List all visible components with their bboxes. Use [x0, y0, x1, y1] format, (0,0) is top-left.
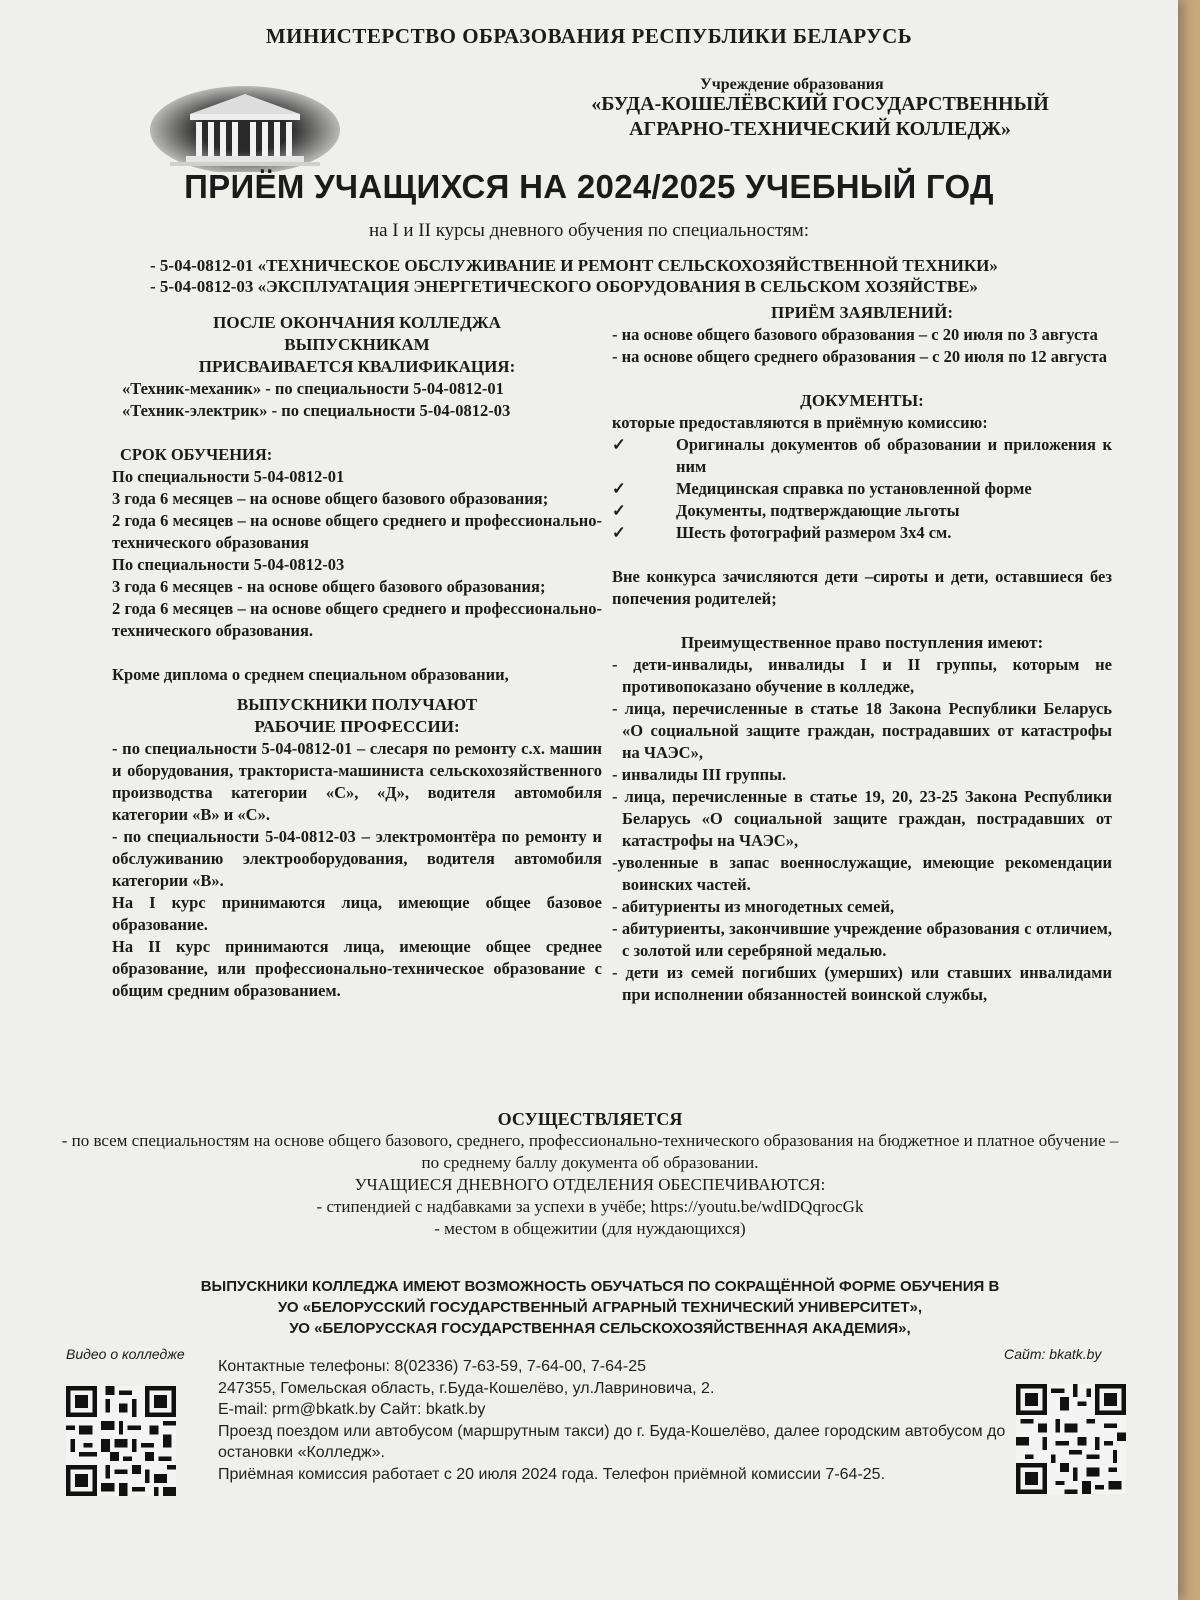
specialty-line: - 5-04-0812-03 «ЭКСПЛУАТАЦИЯ ЭНЕРГЕТИЧЕСКОГО ОБОРУДОВАНИЯ В СЕЛЬСКОМ ХОЗЯЙСТВЕ»: [150, 277, 978, 296]
institution-name-line: АГРАРНО-ТЕХНИЧЕСКИЙ КОЛЛЕДЖ»: [629, 118, 1011, 140]
study-term-item: 2 года 6 месяцев – на основе общего среднего и профессионально-технического образования.: [112, 599, 602, 640]
study-term-specialty: По специальности 5-04-0812-01: [112, 467, 345, 486]
document-item: ✓ Документы, подтверждающие льготы: [612, 501, 960, 520]
left-column: [112, 312, 602, 1002]
commission-hours: Приёмная комиссия работает с 20 июля 2024 года. Телефон приёмной комиссии 7-64-25.: [218, 1465, 886, 1483]
graduates-line: УО «БЕЛОРУССКАЯ ГОСУДАРСТВЕННАЯ СЕЛЬСКОХОЗЯЙСТВЕННАЯ АКАДЕМИЯ»,: [289, 1320, 911, 1337]
specialty-line: - 5-04-0812-01 «ТЕХНИЧЕСКОЕ ОБСЛУЖИВАНИЕ И РЕМОНТ СЕЛЬСКОХОЗЯЙСТВЕННОЙ ТЕХНИКИ»: [150, 256, 998, 275]
study-term-item: 3 года 6 месяцев - на основе общего базового образования;: [112, 577, 546, 596]
qualification-item: «Техник-механик» - по специальности 5-04-0812-01: [122, 379, 504, 398]
study-term-item: 3 года 6 месяцев – на основе общего базового образования;: [112, 489, 549, 508]
scholarship-line: - стипендией с надбавками за успехи в учёбе; https://youtu.be/wdIDQqrocGk: [316, 1197, 864, 1216]
contacts-block: [218, 1356, 1018, 1485]
graduates-line: УО «БЕЛОРУССКИЙ ГОСУДАРСТВЕННЫЙ АГРАРНЫЙ ТЕХНИЧЕСКИЙ УНИВЕРСИТЕТ»,: [277, 1299, 923, 1316]
course-note: На II курс принимаются лица, имеющие общее среднее образование, или профессионально-техническое образование с общим средним образованием.: [112, 937, 602, 1000]
diploma-note: Кроме диплома о среднем специальном образовании,: [112, 665, 509, 684]
site-label: Сайт: bkatk.by: [1004, 1346, 1102, 1362]
professions-heading: ВЫПУСКНИКИ ПОЛУЧАЮТ: [236, 695, 478, 714]
right-column: [612, 302, 1112, 1006]
priority-item: - лица, перечисленные в статье 19, 20, 23-25 Закона Республики Беларусь «О социальной защите граждан, пострадавших от катастрофы на ЧАЭС»,: [612, 787, 1112, 850]
orphans-note: Вне конкурса зачисляются дети –сироты и дети, оставшиеся без попечения родителей;: [612, 567, 1112, 608]
applications-item: - на основе общего среднего образования – с 20 июля по 12 августа: [612, 347, 1107, 366]
profession-item: - по специальности 5-04-0812-03 – электромонтёра по ремонту и обслуживанию электрооборудования, водителя автомобиля категории «В».: [112, 827, 602, 890]
dormitory-line: - местом в общежитии (для нуждающихся): [434, 1219, 746, 1238]
study-term-specialty: По специальности 5-04-0812-03: [112, 555, 345, 574]
qualification-heading: ВЫПУСКНИКАМ: [284, 335, 430, 354]
documents-heading: ДОКУМЕНТЫ:: [800, 391, 924, 410]
college-building-icon: [150, 84, 340, 172]
checkmark-icon: ✓: [612, 501, 626, 520]
priority-item: - абитуриенты, закончившие учреждение образования с отличием, с золотой или серебряной медалью.: [612, 919, 1112, 960]
video-label: Видео о колледже: [66, 1346, 185, 1362]
priority-item: - инвалиды III группы.: [612, 765, 787, 784]
priority-item: - дети-инвалиды, инвалиды I и II группы, которым не противопоказано обучение в колледже,: [612, 655, 1112, 696]
study-term-item: 2 года 6 месяцев – на основе общего среднего и профессионально-технического образования: [112, 511, 602, 552]
graduates-line: ВЫПУСКНИКИ КОЛЛЕДЖА ИМЕЮТ ВОЗМОЖНОСТЬ ОБУЧАТЬСЯ ПО СОКРАЩЁННОЙ ФОРМЕ ОБУЧЕНИЯ В: [200, 1278, 1000, 1295]
documents-subheading: которые предоставляются в приёмную комиссию:: [612, 413, 988, 432]
document-item: ✓ Шесть фотографий размером 3х4 см.: [612, 523, 952, 542]
priority-item: - дети из семей погибших (умерших) или ставших инвалидами при исполнении обязанностей воинской службы,: [612, 963, 1112, 1004]
institution-name: [540, 92, 1100, 142]
admission-info: [60, 1108, 1120, 1240]
priority-item: -уволенные в запас военнослужащие, имеющие рекомендации воинских частей.: [612, 853, 1112, 894]
qr-code-icon[interactable]: [1016, 1384, 1126, 1494]
graduates-block: [100, 1276, 1100, 1339]
document-item: ✓ Оригиналы документов об образовании и приложения к ним: [612, 435, 1112, 476]
admission-heading: ОСУЩЕСТВЛЯЕТСЯ: [497, 1109, 683, 1129]
qr-code-icon[interactable]: [66, 1386, 176, 1496]
priority-item: - лица, перечисленные в статье 18 Закона Республики Беларусь «О социальной защите граждан, пострадавших от катастрофы на ЧАЭС»,: [612, 699, 1112, 762]
checkmark-icon: ✓: [612, 479, 626, 498]
document-item: ✓ Медицинская справка по установленной форме: [612, 479, 1032, 498]
qualification-heading: ПРИСВАИВАЕТСЯ КВАЛИФИКАЦИЯ:: [198, 357, 516, 376]
priority-heading: Преимущественное право поступления имеют:: [680, 633, 1044, 652]
applications-heading: ПРИЁМ ЗАЯВЛЕНИЙ:: [770, 303, 954, 322]
checkmark-icon: ✓: [612, 523, 626, 542]
main-title: ПРИЁМ УЧАЩИХСЯ НА 2024/2025 УЧЕБНЫЙ ГОД: [184, 168, 994, 205]
profession-item: - по специальности 5-04-0812-01 – слесаря по ремонту с.х. машин и оборудования, тракториста-машиниста сельскохозяйственного производства категории «С», «Д», водителя автомобиля категории «В» и «С».: [112, 739, 602, 824]
study-term-heading: СРОК ОБУЧЕНИЯ:: [120, 445, 273, 464]
contact-address: 247355, Гомельская область, г.Буда-Кошелёво, ул.Лавриновича, 2.: [218, 1379, 715, 1397]
subtitle: на I и II курсы дневного обучения по специальностям:: [368, 220, 810, 241]
institution-label: Учреждение образования: [700, 76, 884, 93]
ministry-heading: МИНИСТЕРСТВО ОБРАЗОВАНИЯ РЕСПУБЛИКИ БЕЛАРУСЬ: [265, 24, 913, 48]
institution-name-line: «БУДА-КОШЕЛЁВСКИЙ ГОСУДАРСТВЕННЫЙ: [591, 93, 1049, 115]
priority-item: - абитуриенты из многодетных семей,: [612, 897, 895, 916]
contact-email-site: E-mail: prm@bkatk.by Сайт: bkatk.by: [218, 1401, 486, 1418]
students-heading: УЧАЩИЕСЯ ДНЕВНОГО ОТДЕЛЕНИЯ ОБЕСПЕЧИВАЮТСЯ:: [354, 1175, 826, 1194]
applications-item: - на основе общего базового образования – с 20 июля по 3 августа: [612, 325, 1098, 344]
professions-heading: РАБОЧИЕ ПРОФЕССИИ:: [254, 717, 460, 736]
qualification-heading: ПОСЛЕ ОКОНЧАНИЯ КОЛЛЕДЖА: [213, 313, 501, 332]
qualification-item: «Техник-электрик» - по специальности 5-04-0812-03: [122, 401, 511, 420]
contact-phones: Контактные телефоны: 8(02336) 7-63-59, 7-64-00, 7-64-25: [218, 1358, 647, 1375]
travel-directions: Проезд поездом или автобусом (маршрутным такси) до г. Буда-Кошелёво, далее городским автобусом до остановки «Колледж».: [218, 1422, 1006, 1461]
checkmark-icon: ✓: [612, 435, 626, 454]
course-note: На I курс принимаются лица, имеющие общее базовое образование.: [112, 893, 602, 934]
admission-basis: - по всем специальностям на основе общего базового, среднего, профессионально-технического образования на бюджетное и платное обучение – по среднему баллу документа об образовании.: [61, 1131, 1119, 1172]
